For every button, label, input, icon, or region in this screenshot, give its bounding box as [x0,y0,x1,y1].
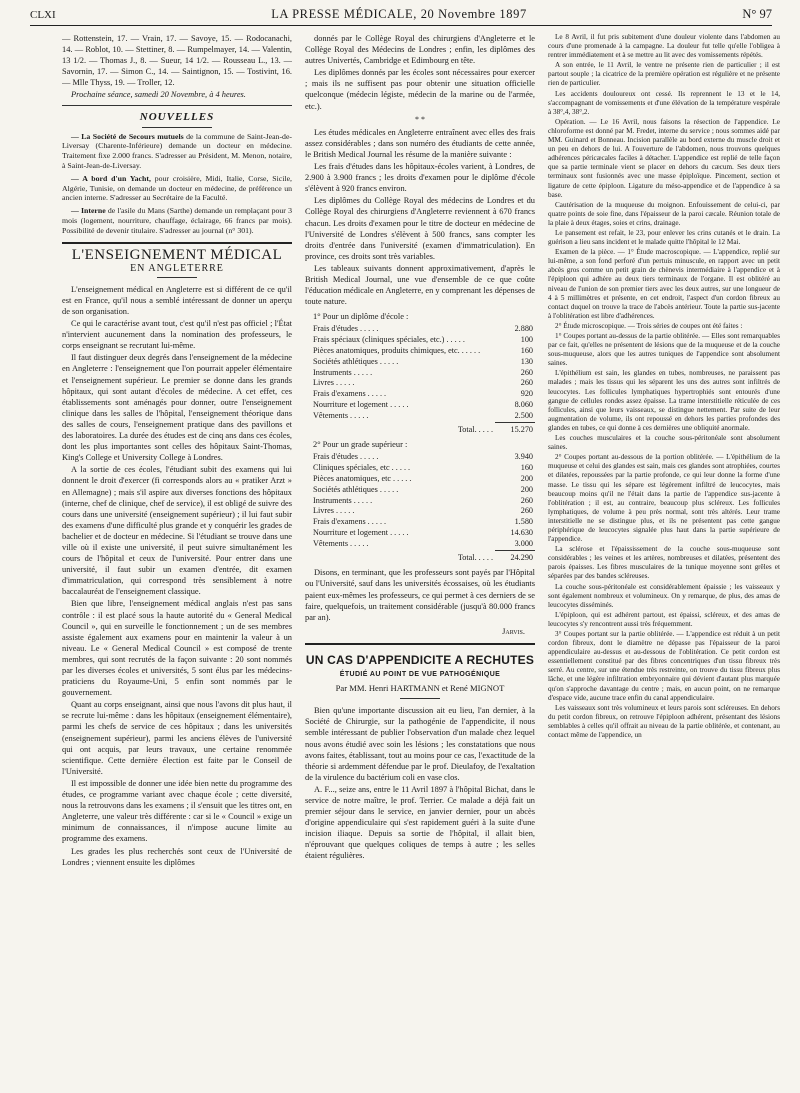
table-row [305,496,535,507]
cost-value: 14.630 [510,527,533,537]
table-row [305,389,535,400]
case-article-title: UN CAS D'APPENDICITE A RECHUTES [305,652,535,667]
case-article-continuation [548,33,780,740]
table-row [305,463,535,474]
conclusion: Disons, en terminant, que les professeurs sont payés par l'Hôpital ou l'Université, sauf dans les universités écossaises, où les étudiants paient eux-mêmes les professeurs, ce qui permet à ces derniers de se faire, quelquefois, un traitement considérable (jusqu'à 80.000 francs par an). [305,568,535,622]
table-row [305,506,535,517]
paragraph: Les vaisseaux sont très volumineux et leurs parois sont scléreuses. En dehors du petit cordon fibreux, on retrouve l'épiploon adhérent, présentant des lésions semblables à celles qu'il offrait au niveau de la partie oblitérée, et contenant, au contact même de l'appendice, un [548,703,780,740]
cost-value: 3.000 [495,539,535,550]
table-row [305,357,535,368]
cost-label: Instruments . . . . . [313,367,373,377]
cost-value: 130 [520,356,533,366]
cost-label: Sociétés athlétiques . . . . . [313,356,399,366]
paragraph: donnés par le Collège Royal des chirurgiens d'Angleterre et le Collège Royal des Médecins de Londres ; enfin, les diplômes des autres Univertés, Cambridge et Edimbourg en tête. [305,34,535,66]
signature: Jarvis. [502,626,525,636]
table-row [305,528,535,539]
cost-value: 8.060 [514,399,533,409]
costs-table-2 [305,452,535,563]
total-label: Total. . . . . [457,552,493,562]
table-row [305,378,535,389]
cost-label: Livres . . . . . [313,378,355,388]
notice-item [62,206,292,235]
table-row [305,517,535,528]
cost-label: Nourriture et logement . . . . . [313,527,409,537]
notice-item [62,174,292,203]
paragraph: Examen de la pièce. — 1° Étude macroscopique. — L'appendice, replié sur lui-même, a son fond perforé d'un pertuis minuscule, en rapport avec un petit abcès gros comme un petit grain de chènevis intermédiaire à l'appendice et à l'épiploon qui adhère au deux tiers terminaux de l'organe. Il est oblitéré au niveau de l'union de son premier tiers avec les deux autres, sur une longueur de 4 à 5 millimètres et présente, en cet endroit, l'aspect d'un cordon fibreux au contact duquel on trouve la trace de l'abcès antérieur. Toute la partie sus-jacente à l'oblitération est libre d'adhérences. [548,248,780,320]
notice-lead: — La Société de Secours mutuels [71,131,184,141]
cost-value: 200 [520,474,533,483]
cost-label: Frais d'examens . . . . . [313,517,387,527]
cost-label: Pièces anatomiques, etc . . . . . [313,474,412,483]
article-continuation [305,33,535,112]
cost-label: Instruments . . . . . [313,495,373,505]
paragraph: 1° Coupes portant au-dessus de la partie oblitérée. — Elles sont remarquables par ce fait, qu'elles ne présentent de lésions que de la muqueuse et de la couche sous-muqueuse, alors que les autres tuniques de l'appendice sont absolument saines. [548,332,780,368]
issue-number: N° 97 [742,7,772,21]
column-3 [548,33,780,1088]
paragraph: Le 8 Avril, il fut pris subitement d'une douleur violente dans l'abdomen au cours d'une promenade à la campagne. La douleur fut telle qu'elle l'obligea à rentrer immédiatement et à se mettre au lit avec des vomissements répétés. [548,33,780,60]
notice-text: de la commune de Saint-Jean-de-Liversay (Charente-Inférieure) demande un docteur en médecine. Traitement fixe 2.000 francs. S'adresser au Président, M. Menon, notaire, à Saint-Jean-de-Liversay. [62,131,292,171]
paragraph: L'épithélium est sain, les glandes en tubes, nombreuses, ne paraissent pas malades ; mais les tissus qui les séparent les uns des autres sont infiltrés de leucocytes. Les follicules lymphatiques hypertrophiés sont entourés d'une gangue de cellules rondes assez épaisse. La trame interstitielle réticulée de ces follicules, ainsi que leurs vaisseaux, se distingue nettement. Par suite de leur augmentation de volume, ils ont repoussé en dehors les parties profondes des glandes en tubes, ce qui donne à ces dernières une obliquité anormale. [548,369,780,432]
next-session: Prochaine séance, samedi 20 Novembre, à 4 heures. [71,90,246,100]
article-body [62,284,292,868]
notices-list [62,132,292,236]
cost-value: 2.880 [514,324,533,334]
paragraph: Les accidents douloureux ont cessé. Ils reprennent le 13 et le 14, s'accompagnant de vomissements et d'une élévation de la température vespérale à 38°,4, 38°,2. [548,89,780,116]
table-row [305,474,535,485]
paragraph: Les couches musculaires et la couche sous-péritonéale sont absolument saines. [548,434,780,452]
table-total-row [305,550,535,563]
total-value: 15.270 [510,424,533,434]
paragraph: Quant au corps enseignant, ainsi que nous l'avons dit plus haut, il se recrute lui-même : dans les hôpitaux (enseignement élémentaire), parmi les chefs de service de ces hôpitaux ; dans les universités (enseignement supérieur), parmi les anciens élèves de l'université qui ont acquis, par leurs travaux, une certaine renommée scientifique. Cette dernière élection est faite par le Conseil de l'Université. [62,700,292,776]
table-row [305,368,535,379]
table1-title: 1° Pour un diplôme d'école : [313,312,409,322]
section-stars: * * [415,114,425,124]
column-1 [62,33,292,1088]
paragraph: L'enseignement médical en Angleterre est si différent de ce qu'il est en France, qu'il nous a semblé intéressant de donner un aperçu de son organisation. [62,284,292,316]
cost-value: 160 [520,463,533,473]
paragraph: Opération. — Le 16 Avril, nous faisons la résection de l'appendice. Le chloroforme est donné par M. Fredet, interne du service ; nous sommes aidé par MM. Guinard et Bonneau. Incision parallèle au bord externe du muscle droit et un peu en dehors de lui. A l'ouverture de l'abdomen, nous trouvons quelques adhérences péricæcales faciles à détacher. L'appendice est replié de telle façon que sa partie terminale vient se placer en dehors du cæcum. Ses deux tiers terminaux sont fusionnés avec une masse épiploïque. Pincement, section et ligature de cette épiploon. Ligature du méso-appendice et de l'appendice à sa base. [548,117,780,199]
paragraph: 2° Étude microscopique. — Trois séries de coupes ont été faites : [555,321,743,330]
paragraph: Les frais d'études dans les hôpitaux-écoles varient, à Londres, de 2.900 à 3.900 francs ; les droits d'examen pour le diplôme d'école s'élèvent à 920 francs environ. [305,162,535,194]
paragraph: La couche sous-péritonéale est considérablement épaissie ; les vaisseaux y sont également nombreux et volumineux. On y remarque, de plus, des amas de leucocytes disséminés. [548,582,780,609]
cost-label: Frais d'études . . . . . [313,452,379,462]
table-row [305,539,535,550]
notice-lead: — A bord d'un Yacht, [71,173,151,183]
costs-table-1 [305,324,535,435]
cost-label: Livres . . . . . [313,506,355,516]
paragraph: Ce qui le caractérise avant tout, c'est qu'il n'est pas officiel ; l'État n'intervient aucunement dans la nomination des professeurs, le corps enseignant se recrutant lui-même. [62,319,292,351]
paragraph: Les diplômes donnés par les écoles sont nécessaires pour exercer ; mais ils ne suffisent pas pour obtenir une situation officielle quelconque (médecin légiste, médecin de la marine ou de l'armée, etc.). [305,68,535,111]
paragraph: A. F..., seize ans, entre le 11 Avril 1897 à l'hôpital Bichat, dans le service de notre maître, le prof. Terrier. Ce malade a déjà fait un premier séjour dans le service, en janvier dernier, pour un abcès d'origine appendiculaire qui s'est rapidement guéri à la suite d'une incision iliaque. Depuis sa sortie de l'hôpital, il allait bien, n'éprouvant que quelques coliques de temps à autre ; les selles étaient régulières. [305,784,535,861]
table-row [305,452,535,463]
paragraph: 2° Coupes portant au-dessous de la portion oblitérée. — L'épithélium de la muqueuse et celui des glandes est sain, mais ces glandes sont atrophiées, courtes et dilatées, repoussées par la partie profonde, ce qui leur donne la forme d'une masse. Le tissu qui les sépare est légèrement infiltré de leucocytes, mais beaucoup moins qu'il ne l'était dans la partie de l'appendice sus-jacente à l'oblitération ; il est, au contraire, beaucoup plus scléreux. Les follicules lymphatiques, de volume à peu près normal, sont très altérés. Leur trame interstitielle ne se distingue plus, et ils ne présentent pas cette gangue périphérique de leucocytes signalée plus haut dans la partie supérieure de l'appendice. [548,453,780,544]
table-row [305,411,535,422]
cost-value: 200 [520,484,533,494]
cost-label: Frais d'examens . . . . . [313,389,387,399]
table-row [305,485,535,496]
article-subtitle: EN ANGLETERRE [130,262,224,274]
paragraph: Les diplômes du Collège Royal des médecins de Londres et du Collège Royal des chirurgiens d'Angleterre reviennent à 670 francs chacun. Les droits d'examen pour le titre de docteur en médecine de l'Université de Londres s'élèvent à 500 francs, sans compter les droits d'entrée dans l'université (examen d'immatriculation). En province, ces droits sont très variables. [305,196,535,261]
table-row [305,324,535,335]
paragraph: Bien qu'une importante discussion ait eu lieu, l'an dernier, à la Société de Chirurgie, sur la pathogénie de l'appendicite, il nous semble intéressant de publier l'observation d'un malade chez lequel nous avons étudié avec soin les lésions ; les constatations que nous avons faites, établissant, tout au moins pour ce cas, l'exactitude de la théorie si ardemment défendue par le prof. Dieulafoy, de l'exaltation de la virulence du bactérium coli en vase clos. [305,706,535,782]
cost-value: 1.580 [514,517,533,527]
paragraph: Les tableaux suivants donnent approximativement, d'après le British Medical Journal, une vue d'ensemble de ce que coûte l'éducation médicale en Angleterre, en y comprenant les dépenses de toute nature. [305,263,535,307]
article-title: L'ENSEIGNEMENT MÉDICAL [71,246,283,263]
notice-text: pour croisière, Midi, Italie, Corse, Sicile, Algérie, Tunisie, on demande un docteur en médecine, de préférence un ancien interne. S'adresser au Secrétaire de la Faculté. [62,173,292,203]
table-total-row [305,422,535,435]
cost-label: Nourriture et logement . . . . . [313,399,409,409]
paragraph: Bien que libre, l'enseignement médical anglais n'est pas sans contrôle : il est placé sous la haute autorité du « General Medical Council », qui en surveille le fonctionnement ; un de ses membres assiste également aux examens pour en maintenir la valeur à un niveau. Le « General Medical Council » est composé de trente membres, qui sont recrutés de la façon suivante : 20 sont nommés par les diverses écoles et universités, 5 sont élus par les médecins-praticiens du Royaume-Uni, 5 enfin sont nommés par le gouvernement. [62,599,292,698]
cost-value: 260 [520,367,533,377]
paragraph: A son entrée, le 11 Avril, le ventre ne présente rien de particulier ; il est partout souple ; la cicatrice de la première opération est régulière et ne présente rien de particulier. [548,61,780,88]
column-2 [305,33,535,1088]
exam-results: — Rottenstein, 17. — Vrain, 17. — Savoye, 15. — Rodocanachi, 14. — Roblot, 10. — Stettiner, 8. — Rumpelmayer, 14. — Valentin, 13 1/2. — Thomas J., 8. — Sueur, 14 1/2. — Rousseau L., 13. — Savornin, 17. — Simon C., 14. — Saintignon, 15. — Tostivint, 16. — Mlle Thyss, 19. — Troller, 12. [62,34,292,88]
cost-label: Frais d'études . . . . . [313,324,379,334]
paragraph: Les grades les plus recherchés sont ceux de l'Université de Londres ; viennent ensuite les diplômes [62,846,292,867]
case-article-body [305,705,535,861]
notice-item [62,132,292,171]
table-row [305,335,535,346]
paragraph: Il est impossible de donner une idée bien nette du programme des études, ce programme variant avec chaque école ; cette diversité, nous la retrouvons dans les examens ; il s'ensuit que les titres ont, en Angleterre, une valeur très différente : car si le « Council » exige un minimum de connaissances, il n'impose aucune limite au programme des examens. [62,778,292,844]
paragraph: Les études médicales en Angleterre entraînent avec elles des frais assez considérables ; dans son numéro des étudiants de cette année, le British Medical Journal les résume de la manière suivante : [305,127,535,159]
cost-value: 260 [520,378,533,388]
paragraph: L'épiploon, qui est adhérent partout, est épaissi, scléreux, et des amas de leucocytes s'y rencontrent aussi très fréquemment. [548,610,780,628]
divider [305,643,535,645]
cost-label: Cliniques spéciales, etc . . . . . [313,463,411,473]
table-row [305,400,535,411]
notice-lead: — Interne [71,206,106,216]
divider [400,698,440,699]
journal-title: LA PRESSE MÉDICALE, 20 Novembre 1897 [271,7,527,21]
cost-value: 260 [520,506,533,516]
cost-label: Vêtements . . . . . [313,411,369,421]
cost-value: 260 [520,495,533,505]
paragraph: 3° Coupes portant sur la partie oblitérée. — L'appendice est réduit à un petit cordon fibreux, dont le diamètre ne dépasse pas l'épaisseur de la paroi appendiculaire au-dessus et au-dessous de l'oblitération. Ce petit cordon est essentiellement constitué par des fibres concentriques d'un tissu fibreux très serré. Au centre, sur une étendue très restreinte, on trouve du tissu fibreux plus lâche, et une légère infiltration embryonnaire qui dévient d'autant plus marquée qu'on s'approche davantage du centre ; mais, en aucun point, on ne remarque d'espace vide, aucune trace enfin du canal appendiculaire. [548,630,780,702]
paragraph: La sclérose et l'épaississement de la couche sous-muqueuse sont considérables ; les veines et les artères, nombreuses et dilatées, présentent des parois épaisses. Les fibres musculaires de la tunique moyenne sont grêles et séparées par des bandes scléreuses. [548,545,780,581]
divider [142,127,212,128]
paragraph: A la sortie de ces écoles, l'étudiant subit des examens qui lui donnent le droit d'exercer (fi corresponds alors au « pratiker Arzt » en Allemagne) ; mais s'il aspire aux diverses fonctions des hôpitaux (interne, chef de clinique, chef de service), il est obligé de suivre des cours dans une université (enseignement supérieur) ; il lui faut subir des examens d'une difficulté plus grande et y conquérir les grades de bachelier et de docteur en médecine. Si l'étudiant se trouve dans une ville où il existe une université, il peut suivre simultanément les cours de l'hôpital et ceux de l'université. Pour entrer dans une université, il faut subir un examen d'entrée, dit examen d'immatriculation, qui correspond très sensiblement à notre baccalauréat de l'enseignement classique. [62,465,292,597]
total-value: 24.290 [510,552,533,562]
paragraph: Cautérisation de la muqueuse du moignon. Enfouissement de celui-ci, par quatre points de soie fine, dans l'épaisseur de la paroi cæcale. Réunion totale de la plaie à deux étages, soies et crins, drainage. [548,200,780,227]
case-article-subtitle: ÉTUDIÉ AU POINT DE VUE PATHOGÉNIQUE [339,671,501,679]
cost-value: 160 [520,345,533,355]
paragraph: Le pansement est refait, le 23, pour enlever les crins cutanés et le drain. La guérison a lieu sans incident et le malade quitte l'hôpital le 12 Mai. [548,228,780,247]
cost-label: Vêtements . . . . . [313,539,369,549]
cost-value: 3.940 [514,452,533,462]
costs-intro [305,127,535,308]
total-label: Total. . . . . [457,424,493,434]
divider [62,242,292,244]
cost-label: Frais spéciaux (cliniques spéciales, etc.) . . . . . [313,335,465,345]
notice-text: de l'asile du Mans (Sarthe) demande un remplaçant pour 3 mois (logement, nourriture, chauffage, éclairage, 66 francs par mois). Possibilité de devenir titulaire. S'adresser au journal (n° 301). [62,206,292,235]
cost-label: Sociétés athlétiques . . . . . [313,484,399,494]
folio: CLXI [30,8,56,21]
cost-value: 920 [520,389,533,399]
divider [157,277,197,278]
cost-label: Pièces anatomiques, produits chimiques, etc. . . . . . [313,345,481,355]
divider [62,105,292,106]
cost-value: 2.500 [495,411,535,422]
table2-title: 2° Pour un grade supérieur : [313,440,408,450]
cost-value: 100 [520,335,533,345]
paragraph: Il faut distinguer deux degrés dans l'enseignement de la médecine en Angleterre : l'enseignement que l'on pourrait appeler élémentaire et l'enseignement supérieur. Le premier se donne dans les grands hôpitaux, qui sont autant d'écoles de médecine. A cet effet, ces établissements sont aménagés pour donner, outre l'enseignement clinique dans les salles de l'hôpital, l'enseignement théorique dans des salles de cours, l'enseignement pratique dans des pavillons et des laboratoires. La durée des études est de cinq ans dans ces écoles, dont les plus importantes sont celles des hôpitaux Saint-Thomas, King's College et University College à Londres. [62,353,292,463]
case-authors: Par MM. Henri HARTMANN et René MIGNOT [335,683,505,694]
table-row [305,346,535,357]
nouvelles-heading: NOUVELLES [139,110,215,123]
page-header [30,4,772,26]
